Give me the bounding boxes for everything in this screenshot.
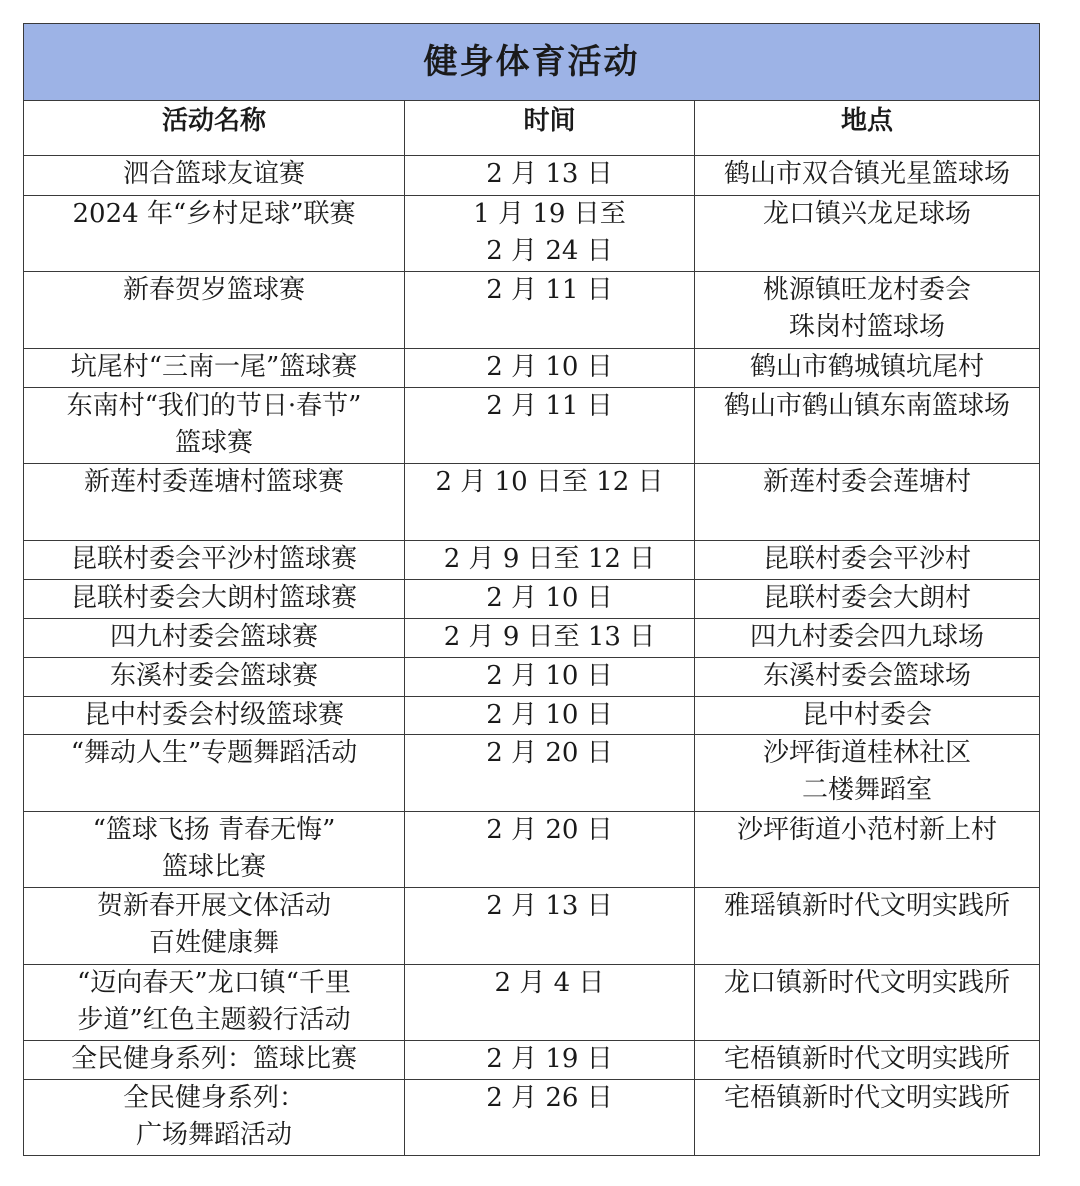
activity-name-cell: 东南村“我们的节日·春节” 篮球赛 [24,388,405,464]
activity-time-cell: 2 月 20 日 [405,735,695,812]
activity-name-cell: 昆联村委会平沙村篮球赛 [24,541,405,580]
table-row [24,888,1040,965]
activity-place-cell: 宅梧镇新时代文明实践所 [695,1041,1040,1080]
activity-place-cell: 宅梧镇新时代文明实践所 [695,1080,1040,1156]
activity-place-cell: 新莲村委会莲塘村 [695,464,1040,541]
table-row [24,272,1040,349]
table-row [24,156,1040,196]
activity-name-cell: 新春贺岁篮球赛 [24,272,405,349]
activity-name-cell: “迈向春天”龙口镇“千里 步道”红色主题毅行活动 [24,965,405,1041]
activity-table [23,23,1040,1156]
table-row [24,697,1040,735]
activity-name-cell: 贺新春开展文体活动 百姓健康舞 [24,888,405,965]
activity-place-cell: 昆联村委会平沙村 [695,541,1040,580]
activity-name-cell: 昆联村委会大朗村篮球赛 [24,580,405,619]
title-row [24,24,1040,101]
table-row [24,619,1040,658]
column-header-place: 地点 [695,101,1040,156]
activity-place-cell: 龙口镇兴龙足球场 [695,196,1040,272]
activity-name-cell: 东溪村委会篮球赛 [24,658,405,697]
activity-name-cell: 昆中村委会村级篮球赛 [24,697,405,735]
table-row [24,965,1040,1041]
activity-time-cell: 2 月 9 日至 13 日 [405,619,695,658]
activity-time-cell: 2 月 10 日至 12 日 [405,464,695,541]
table-body [24,156,1040,1156]
activity-time-cell: 2 月 10 日 [405,580,695,619]
table-row [24,464,1040,541]
activity-time-cell: 2 月 11 日 [405,272,695,349]
table-title: 健身体育活动 [24,24,1040,101]
activity-time-cell: 2 月 11 日 [405,388,695,464]
table-row [24,196,1040,272]
activity-time-cell: 2 月 9 日至 12 日 [405,541,695,580]
activity-time-cell: 2 月 20 日 [405,812,695,888]
activity-place-cell: 鹤山市鹤城镇坑尾村 [695,349,1040,388]
activity-place-cell: 桃源镇旺龙村委会 珠岗村篮球场 [695,272,1040,349]
table-row [24,1041,1040,1080]
activity-place-cell: 鹤山市双合镇光星篮球场 [695,156,1040,196]
activity-name-cell: “舞动人生”专题舞蹈活动 [24,735,405,812]
activity-time-cell: 2 月 10 日 [405,658,695,697]
activity-place-cell: 昆联村委会大朗村 [695,580,1040,619]
activity-time-cell: 2 月 26 日 [405,1080,695,1156]
table-row [24,1080,1040,1156]
activity-place-cell: 东溪村委会篮球场 [695,658,1040,697]
activity-place-cell: 龙口镇新时代文明实践所 [695,965,1040,1041]
column-header-time: 时间 [405,101,695,156]
table-row [24,541,1040,580]
column-header-name: 活动名称 [24,101,405,156]
table-row [24,812,1040,888]
activity-place-cell: 沙坪街道桂林社区 二楼舞蹈室 [695,735,1040,812]
header-row [24,101,1040,156]
table-row [24,735,1040,812]
activity-name-cell: 四九村委会篮球赛 [24,619,405,658]
activity-place-cell: 昆中村委会 [695,697,1040,735]
table-row [24,388,1040,464]
activity-name-cell: 全民健身系列：篮球比赛 [24,1041,405,1080]
activity-time-cell: 1 月 19 日至 2 月 24 日 [405,196,695,272]
activity-place-cell: 鹤山市鹤山镇东南篮球场 [695,388,1040,464]
activity-name-cell: 2024 年“乡村足球”联赛 [24,196,405,272]
activity-place-cell: 四九村委会四九球场 [695,619,1040,658]
activity-name-cell: 坑尾村“三南一尾”篮球赛 [24,349,405,388]
activity-name-cell: 泗合篮球友谊赛 [24,156,405,196]
activity-name-cell: 新莲村委莲塘村篮球赛 [24,464,405,541]
table-row [24,658,1040,697]
activity-time-cell: 2 月 13 日 [405,156,695,196]
activity-time-cell: 2 月 10 日 [405,697,695,735]
activity-name-cell: 全民健身系列： 广场舞蹈活动 [24,1080,405,1156]
activity-place-cell: 雅瑶镇新时代文明实践所 [695,888,1040,965]
table-row [24,580,1040,619]
activity-time-cell: 2 月 19 日 [405,1041,695,1080]
activity-time-cell: 2 月 10 日 [405,349,695,388]
activity-time-cell: 2 月 13 日 [405,888,695,965]
table-row [24,349,1040,388]
activity-name-cell: “篮球飞扬 青春无悔” 篮球比赛 [24,812,405,888]
activity-place-cell: 沙坪街道小范村新上村 [695,812,1040,888]
activity-table-container [23,23,1039,1156]
activity-time-cell: 2 月 4 日 [405,965,695,1041]
